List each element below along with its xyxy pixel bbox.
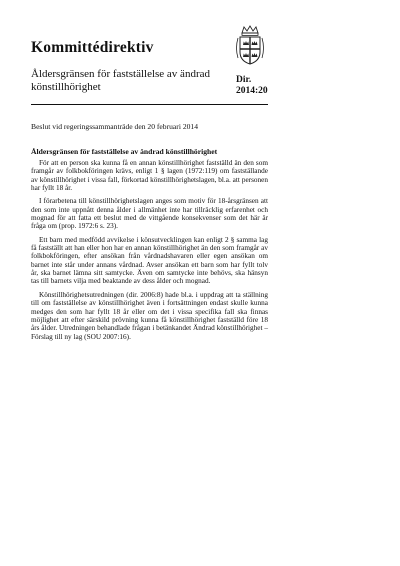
directive-subject [31,68,221,93]
header-divider [31,104,268,105]
paragraph: I förarbetena till könstillhörighetslagen anges som motiv för 18-årsgränsen att den som inte uppnått denna ålder i allmänhet inte har tillräcklig erfarenhet och mognad för att fatta ett beslut med de vittgående konsekvenser som det här är fråga om (prop. 1972:6 s. 23). [31,197,268,231]
swedish-crown-coat-of-arms-icon [233,24,267,66]
paragraph: För att en person ska kunna få en annan könstillhörighet fastställd än den som framgår av folkbokföringen krävs, enligt 1 § lagen (1972:119) om fastställande av könstillhörighet i vissa fall, förkortad könstillhörighetslagen, bl.a. att personen har fyllt 18 år. [31,159,268,193]
section-heading: Åldersgränsen för fastställelse av ändrad könstillhörighet [31,147,218,156]
directive-number: 2014:20 [236,86,268,96]
directive-number-block [236,75,268,97]
document-title: Kommittédirektiv [31,39,154,56]
decision-date: Beslut vid regeringssammanträde den 20 februari 2014 [31,122,199,131]
directive-label: Dir. [236,75,252,85]
paragraph: Könstillhörighetsutredningen (dir. 2006:8) hade bl.a. i uppdrag att ta ställning till om fastställelse av könstillhörighet även i fortsättningen endast skulle kunna medges den som har fyllt 18 år eller om det i vissa specifika fall ska finnas möjlighet att efter särskild prövning kunna få könstillhörighet fastställd före 18 års ålder. Utredningen behandlade frågan i betänkandet Ändrad könstillhörighet – Förslag till ny lag (SOU 2007:16). [31,290,268,341]
body-text [31,159,268,346]
subject-line-2: könstillhörighet [31,80,101,93]
paragraph: Ett barn med medfödd avvikelse i könsutvecklingen kan enligt 2 § samma lag få fastställt att han eller hon har en annan könstillhörighet än den som framgår av folkbokföringen, efter ansökan från vårdnadshavaren eller egen ansökan om barnet inte står under annans vårdnad. Avser ansökan ett barn som har fyllt tolv år, ska barnet lämna sitt samtycke. Även om samtycke inte behövs, ska hänsyn tas till barnets vilja med beaktande av dess ålder och mognad. [31,235,268,286]
subject-line-1: Åldersgränsen för fastställelse av ändrad [31,68,210,80]
